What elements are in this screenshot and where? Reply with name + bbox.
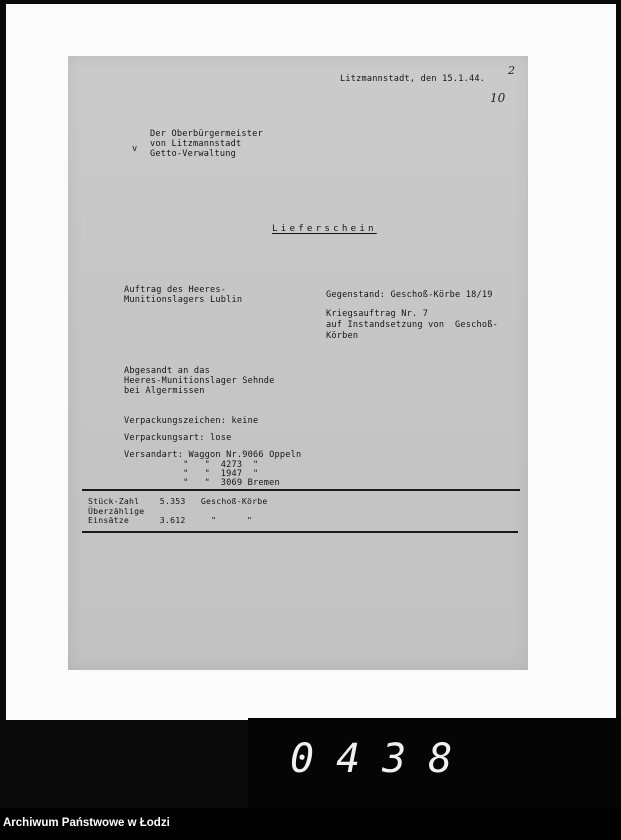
shipping-line: " " 4273 " <box>124 460 259 470</box>
subject-line: auf Instandsetzung von Geschoß- <box>326 320 498 330</box>
place-date: Litzmannstadt, den 15.1.44. <box>340 74 486 84</box>
divider-rule <box>82 489 520 491</box>
packing-mark: Verpackungszeichen: keine <box>124 416 259 426</box>
shipped-to-line: bei Algermissen <box>124 386 205 396</box>
film-frame-number: 0438 <box>290 736 475 782</box>
handwritten-corner-mark: 2 <box>508 64 515 77</box>
order-from-line: Munitionslagers Lublin <box>124 295 243 305</box>
sender-mark: v <box>132 144 138 154</box>
packing-type: Verpackungsart: lose <box>124 433 232 443</box>
shipping-line: " " 3069 Bremen <box>124 478 280 488</box>
archive-name: Archiwum Państwowe w Łodzi <box>3 817 170 829</box>
sender-line: Getto-Verwaltung <box>150 149 236 159</box>
quantity-line: Überzählige <box>88 506 145 516</box>
document-title: Lieferschein <box>272 223 377 234</box>
quantity-line: Stück-Zahl 5.353 Geschoß-Körbe <box>88 496 268 506</box>
sender-line: von Litzmannstadt <box>150 139 242 149</box>
shipped-to-line: Abgesandt an das <box>124 366 210 376</box>
divider-rule <box>82 531 518 533</box>
shipped-to-line: Heeres-Munitionslager Sehnde <box>124 376 275 386</box>
shipping-line: Versandart: Waggon Nr.9066 Oppeln <box>124 450 302 460</box>
quantity-line: Einsätze 3.612 " " <box>88 515 253 525</box>
order-from-line: Auftrag des Heeres- <box>124 285 227 295</box>
subject-line: Körben <box>326 331 359 341</box>
subject-line: Kriegsauftrag Nr. 7 <box>326 309 429 319</box>
shipping-line: " " 1947 " <box>124 469 259 479</box>
handwritten-page-number: 10 <box>490 91 506 105</box>
sender-line: Der Oberbürgermeister <box>150 129 263 139</box>
subject-line: Gegenstand: Geschoß-Körbe 18/19 <box>326 290 493 300</box>
